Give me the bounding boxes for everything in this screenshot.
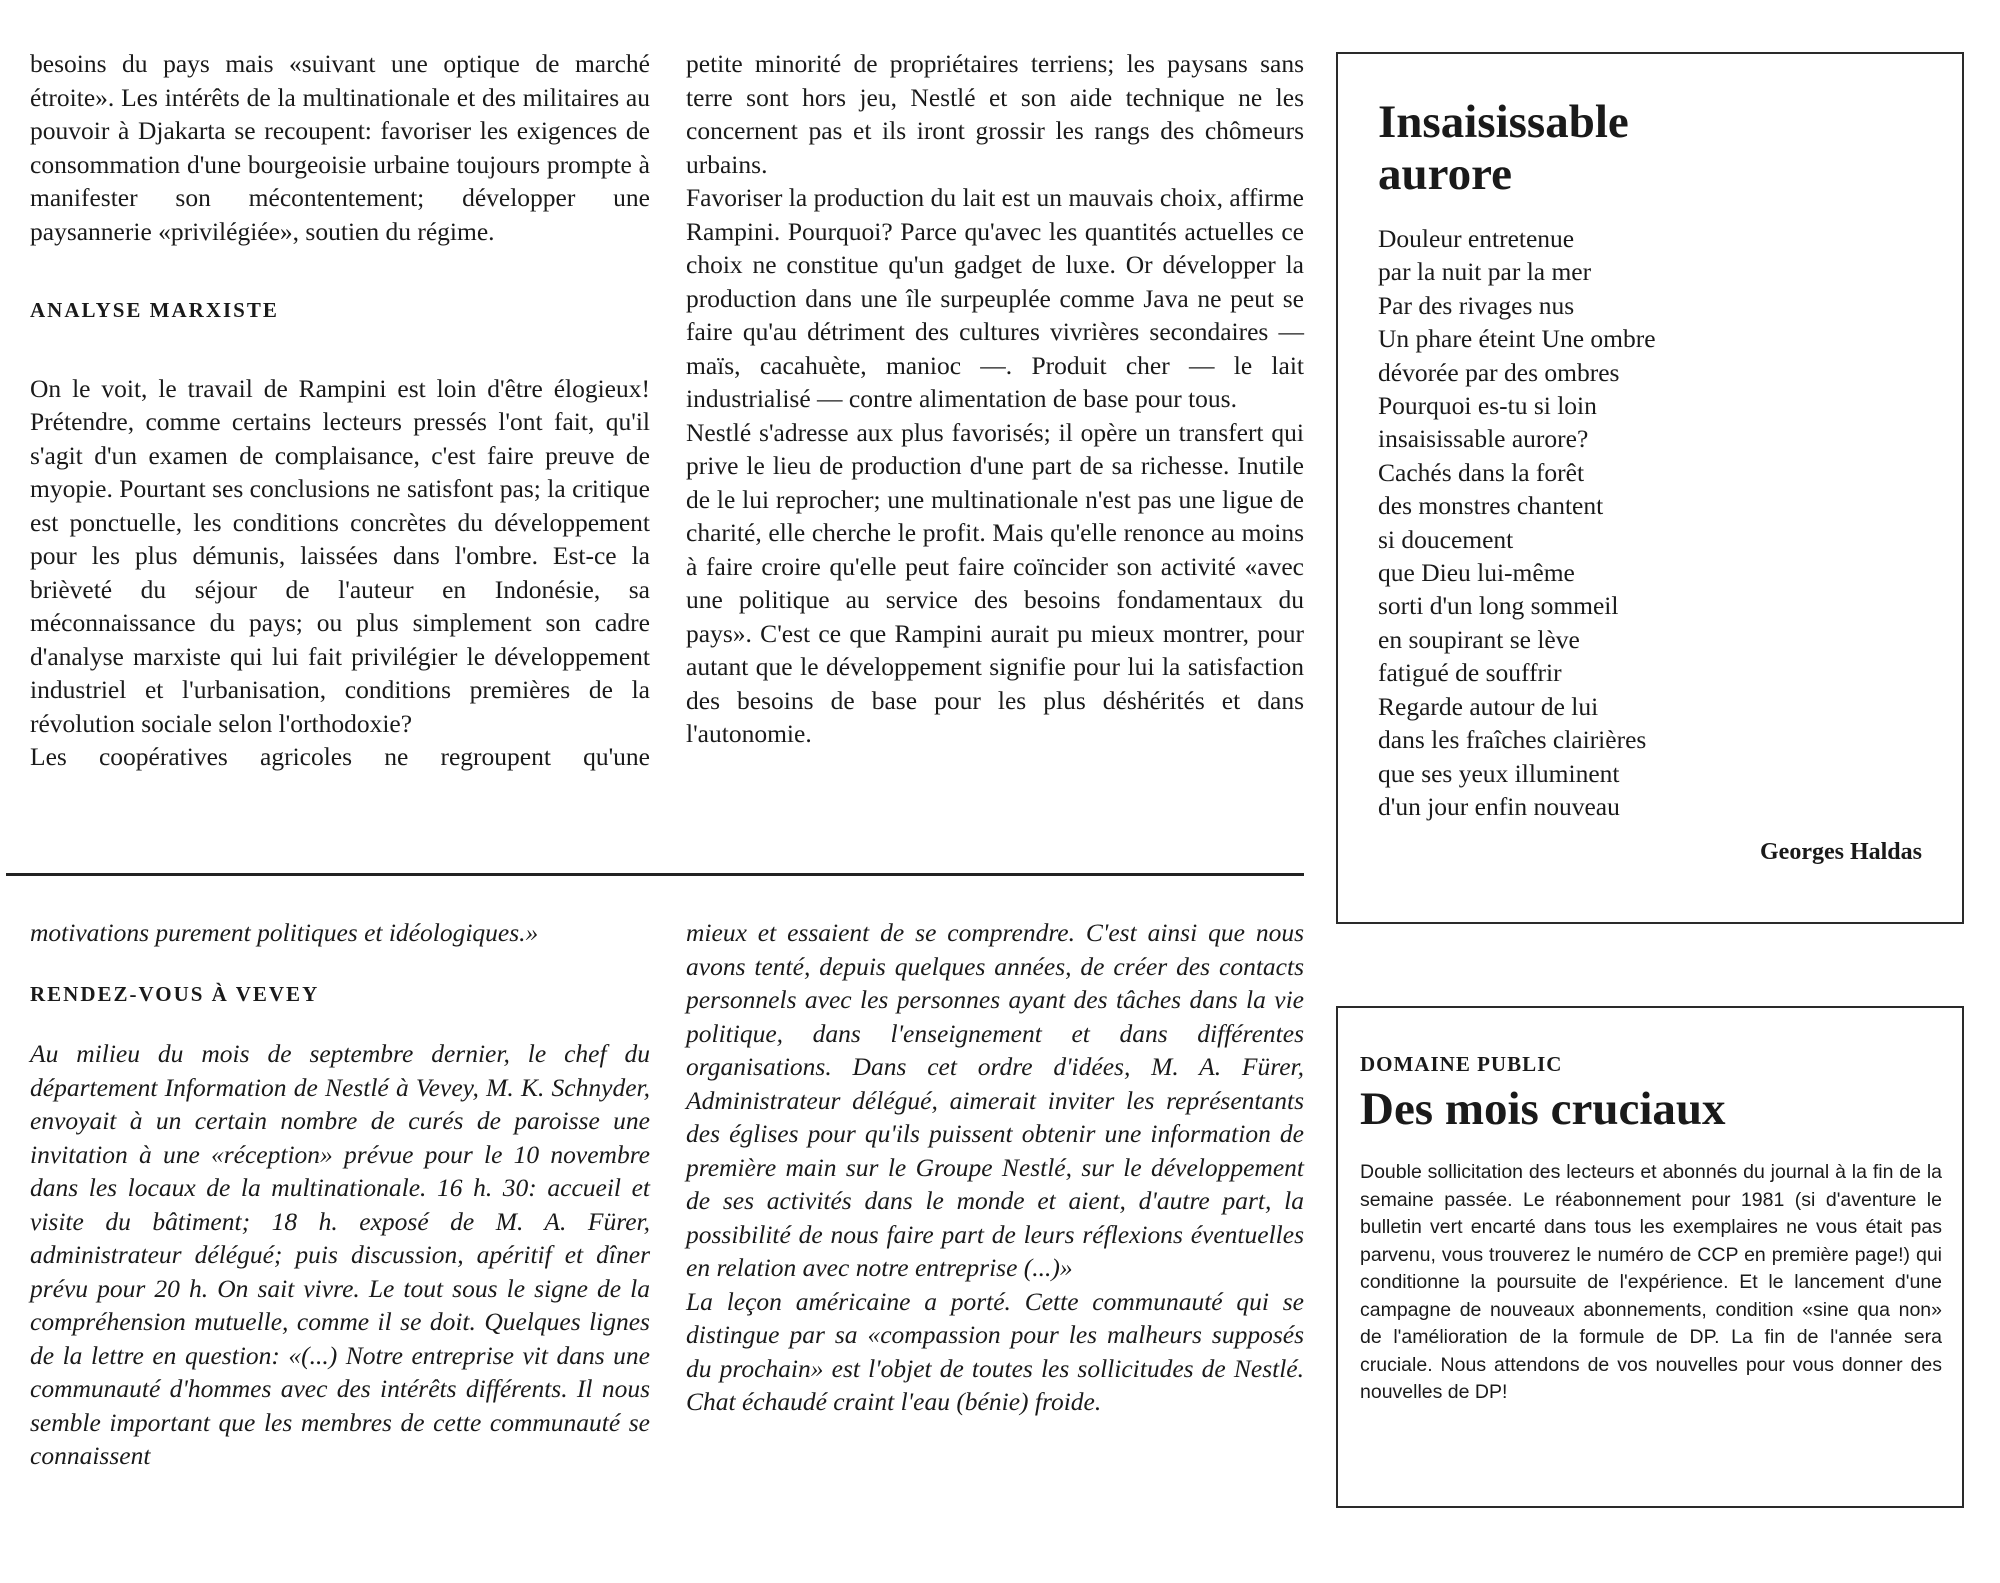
box-title: Des mois cruciaux bbox=[1360, 1083, 1726, 1135]
horizontal-divider bbox=[6, 873, 1304, 876]
paragraph: mieux et essaient de se comprendre. C'est ainsi que nous avons tenté, depuis quelques années, de créer des contacts personnels avec les personnes ayant des tâches dans la vie politique, dans l'enseignement et dans différentes organisations. Dans cet ordre d'idées, M. A. Fürer, Administrateur délégué, aimerait inviter les représentants des églises pour qu'ils puissent obtenir une information de première main sur le Groupe Nestlé, sur le développement de ses activités dans le monde et aient, d'autre part, la possibilité de nous faire part de leurs réflexions éventuelles en relation avec notre entreprise (...)» bbox=[686, 918, 1304, 1282]
poem-line: Cachés dans la forêt bbox=[1378, 457, 1585, 487]
poem-line: si doucement bbox=[1378, 524, 1514, 554]
paragraph: motivations purement politiques et idéologiques.» bbox=[30, 918, 539, 947]
section-heading-analyse-marxiste: ANALYSE MARXISTE bbox=[30, 298, 279, 322]
poem-line: fatigué de souffrir bbox=[1378, 658, 1562, 688]
domaine-public-box bbox=[1336, 1006, 1964, 1508]
poem-author: Georges Haldas bbox=[1760, 839, 1922, 866]
poem-title-line-1: Insaisissable bbox=[1378, 96, 1629, 148]
poem-line: en soupirant se lève bbox=[1378, 624, 1580, 654]
poem-lines bbox=[1378, 222, 1922, 823]
poem-line: que ses yeux illuminent bbox=[1378, 758, 1620, 788]
poem-line: par la nuit par la mer bbox=[1378, 257, 1592, 287]
column-2-top bbox=[686, 47, 1304, 751]
poem-title bbox=[1378, 96, 1922, 200]
paragraph: petite minorité de propriétaires terriens; les paysans sans terre sont hors jeu, Nestlé et son aide technique ne les concernent pas et ils iront grossir les rangs des chômeurs urbains. bbox=[686, 49, 1304, 179]
section-heading-rendez-vous: RENDEZ-VOUS À VEVEY bbox=[30, 981, 320, 1006]
poem-line: d'un jour enfin nouveau bbox=[1378, 791, 1620, 821]
column-1-bottom bbox=[30, 916, 650, 1473]
poem-line: insaisissable aurore? bbox=[1378, 424, 1589, 454]
poem-line: Regarde autour de lui bbox=[1378, 691, 1599, 721]
poem-line: Par des rivages nus bbox=[1378, 290, 1575, 320]
column-1-top bbox=[30, 47, 650, 774]
poem-line: dévorée par des ombres bbox=[1378, 357, 1620, 387]
poem-box bbox=[1336, 52, 1964, 924]
paragraph: Favoriser la production du lait est un mauvais choix, affirme Rampini. Pourquoi? Parce qu'avec les quantités actuelles ce choix ne constitue qu'un gadget de luxe. Or développer la production dans une île surpeuplée comme Java ne peut se faire qu'au détriment des cultures vivrières secondaires — maïs, cacahuète, manioc —. Produit cher — le lait industrialisé — contre alimentation de base pour tous. bbox=[686, 183, 1304, 413]
paragraph: Au milieu du mois de septembre dernier, le chef du département Information de Nestlé à Vevey, M. K. Schnyder, envoyait à un certain nombre de curés de paroisse une invitation à une «réception» prévue pour le 10 novembre dans les locaux de la multinationale. 16 h. 30: accueil et visite du bâtiment; 18 h. exposé de M. A. Fürer, administrateur délégué; puis discussion, apéritif et dîner prévu pour 20 h. On sait vivre. Le tout sous le signe de la compréhension mutuelle, comme il se doit. Quelques lignes de la lettre en question: «(...) Notre entreprise vit dans une communauté d'hommes avec des intérêts différents. Il nous semble important que les membres de cette communauté se connaissent bbox=[30, 1039, 650, 1470]
poem-line: sorti d'un long sommeil bbox=[1378, 591, 1619, 621]
poem-line: dans les fraîches clairières bbox=[1378, 725, 1647, 755]
box-kicker: DOMAINE PUBLIC bbox=[1360, 1052, 1563, 1076]
paragraph: On le voit, le travail de Rampini est loin d'être élogieux! Prétendre, comme certains lecteurs pressés l'ont fait, qu'il s'agit d'un examen de complaisance, c'est faire preuve de myopie. Pourtant ses conclusions ne satisfont pas; la critique est ponctuelle, les conditions concrètes du développement pour les plus démunis, laissées dans l'ombre. Est-ce la brièveté du séjour de l'auteur en Indonésie, sa méconnaissance du pays; ou plus simplement son cadre d'analyse marxiste qui lui fait privilégier le développement industriel et l'urbanisation, conditions premières de la révolution sociale selon l'orthodoxie? bbox=[30, 373, 650, 738]
paragraph: besoins du pays mais «suivant une optique de marché étroite». Les intérêts de la multinationale et des militaires au pouvoir à Djakarta se recoupent: favoriser les exigences de consommation d'une bourgeoisie urbaine toujours prompte à manifester son mécontentement; développer une paysannerie «privilégiée», soutien du régime. bbox=[30, 49, 650, 246]
box-body: Double sollicitation des lecteurs et abonnés du journal à la fin de la semaine passée. Le réabonnement pour 1981 (si d'aventure le bulletin vert encarté dans tous les exemplaires ne vous était pas parvenu, vous trouverez le numéro de CCP en première page!) qui conditionne la poursuite de l'expérience. Et le lancement d'une campagne de nouveaux abonnements, condition «sine qua non» de l'amélioration de la formule de DP. La fin de l'année sera cruciale. Nous attendons de vos nouvelles pour vous donner des nouvelles de DP! bbox=[1360, 1161, 1942, 1403]
paragraph: Les coopératives agricoles ne regroupent qu'une bbox=[30, 742, 650, 771]
poem-line: Un phare éteint Une ombre bbox=[1378, 324, 1656, 354]
column-2-bottom bbox=[686, 916, 1304, 1419]
poem-line: Douleur entretenue bbox=[1378, 224, 1575, 253]
paragraph: La leçon américaine a porté. Cette communauté qui se distingue par sa «compassion pour les malheurs supposés du prochain» est l'objet de toutes les sollicitudes de Nestlé. Chat échaudé craint l'eau (bénie) froide. bbox=[686, 1286, 1304, 1416]
poem-line: que Dieu lui-même bbox=[1378, 558, 1575, 588]
poem-line: Pourquoi es-tu si loin bbox=[1378, 391, 1597, 421]
poem-line: des monstres chantent bbox=[1378, 491, 1604, 521]
paragraph: Nestlé s'adresse aux plus favorisés; il opère un transfert qui prive le lieu de production d'une part de sa richesse. Inutile de le lui reprocher; une multinationale n'est pas une ligue de charité, elle cherche le profit. Mais qu'elle renonce au moins à faire croire qu'elle peut faire coïncider son activité «avec une politique au service des besoins fondamentaux du pays». C'est ce que Rampini aurait pu mieux montrer, pour autant que le développement signifie pour lui la satisfaction des besoins de base pour les plus déshérités et dans l'autonomie. bbox=[686, 417, 1304, 748]
poem-title-line-2: aurore bbox=[1378, 148, 1513, 200]
